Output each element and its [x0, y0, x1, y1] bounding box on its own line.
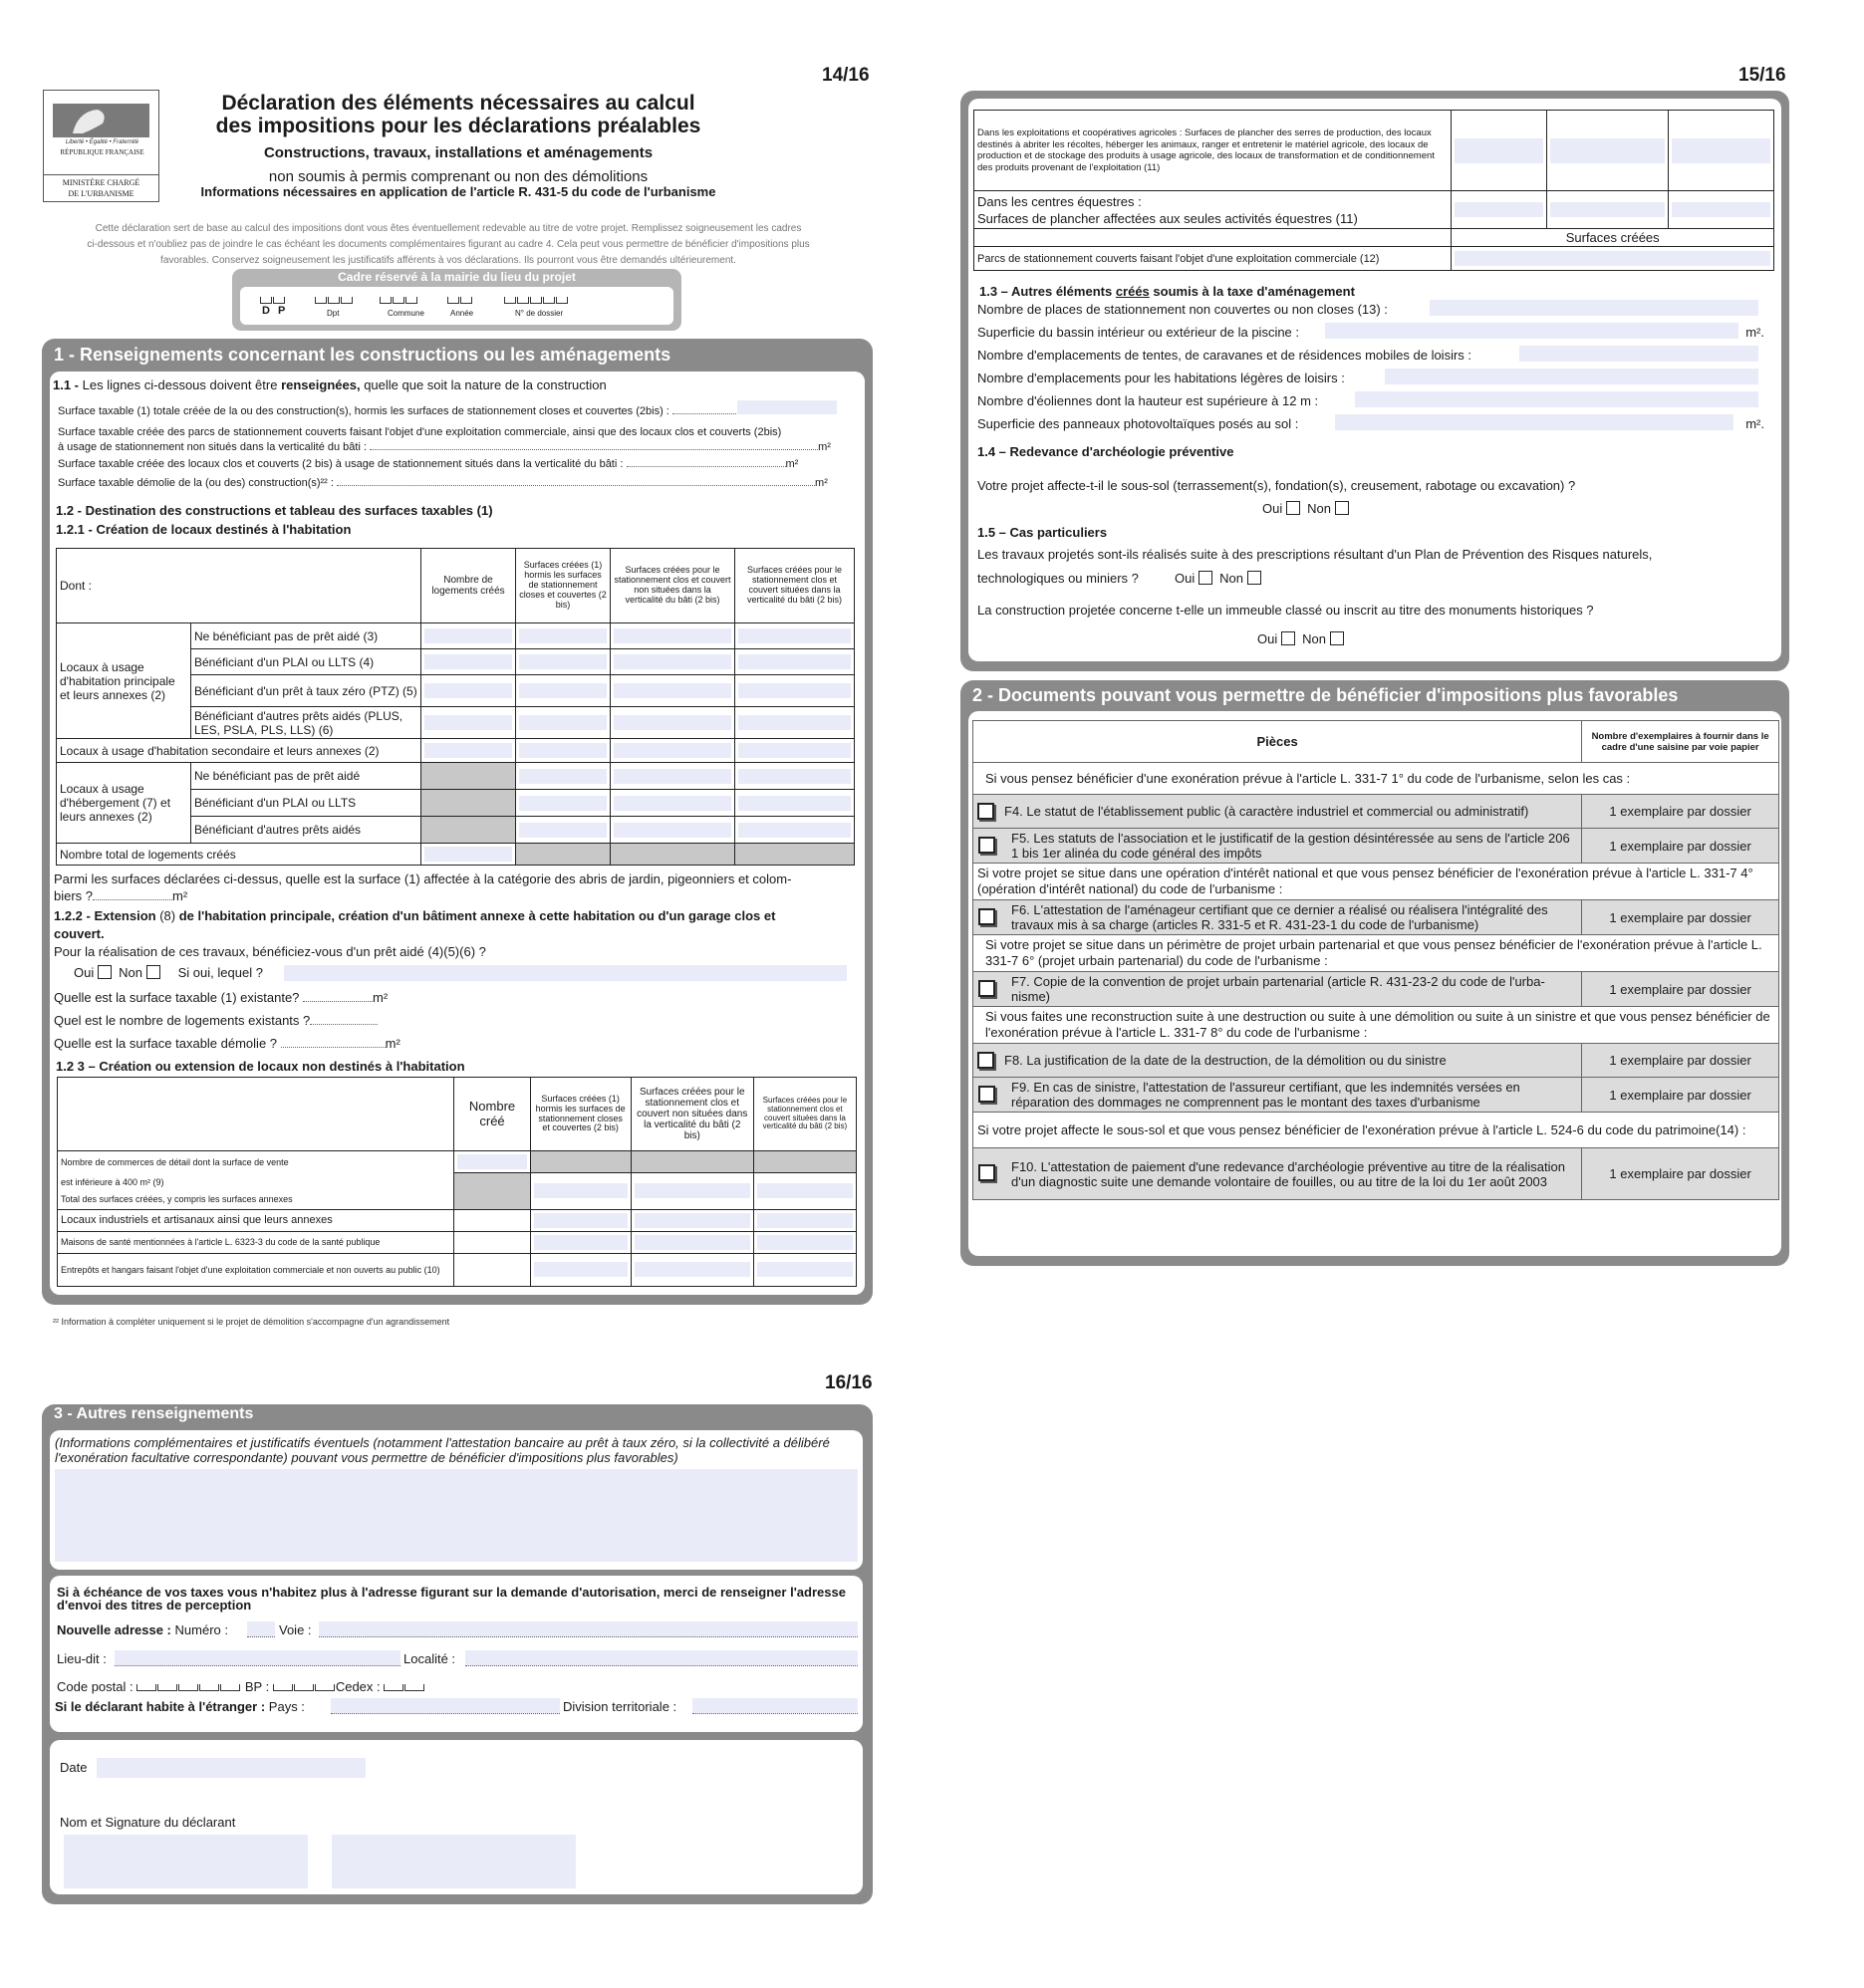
f6-checkbox[interactable] [978, 908, 995, 925]
info-text: (Informations complémentaires et justificatifs éventuels (notamment l'attestation bancaire au prêt à taux zéro, si la collectivité a délibéré l'exonération facultative correspondante) pouvant vous permettre de bénéficier d'impositions plus favorables) [55, 1435, 830, 1465]
gray-cell [516, 844, 611, 866]
cell-input[interactable] [516, 739, 611, 763]
f5-checkbox[interactable] [978, 837, 995, 854]
row-commerces-b [58, 1173, 454, 1210]
f5-label: F5. Les statuts de l'association et le justificatif de la gestion désintéressée au sens de l'article 206 1 bis 1er alinéa du code général des impôts [1011, 831, 1570, 861]
pays-label: Pays : [268, 1699, 305, 1714]
localite-input[interactable] [465, 1650, 858, 1666]
col-empty [58, 1078, 454, 1151]
p-label: P [278, 305, 286, 317]
abris-question [54, 870, 871, 904]
commune-label: Commune [388, 309, 424, 318]
l13-a: 1.3 – Autres éléments [979, 284, 1116, 299]
parcs-input[interactable] [1452, 247, 1774, 271]
cell-input[interactable] [454, 1151, 530, 1173]
intro-line-1: Cette déclaration sert de base au calcul des impositions dont vous êtes éventuellement redevable au titre de votre projet. Remplissez soigneusement les cadres [95, 223, 802, 234]
mairie-reserved-box [232, 269, 681, 331]
intro-line-3: favorables. Conservez soigneusement les justificatifs afférents à vos déclarations. Ils pourront vous être demandés ultérieurement. [160, 255, 736, 266]
l122-b: (8) [155, 908, 179, 923]
f8-exemplaires: 1 exemplaire par dossier [1582, 1044, 1779, 1078]
heading-1-2-3: 1.2 3 – Création ou extension de locaux non destinés à l'habitation [56, 1059, 465, 1074]
oui-label: Oui [74, 965, 95, 980]
lieudit-label: Lieu-dit : [57, 1651, 107, 1666]
cell-input[interactable] [611, 623, 735, 649]
photovoltaique-input[interactable] [1335, 414, 1733, 430]
intro-f7: Si votre projet se situe dans un périmètre de projet urbain partenarial et que vous pensez bénéficier de l'exonération prévue à l'article L. 331-7 6° (projet urbain partenarial) du code de l'urbanisme : [973, 935, 1779, 972]
doc-f9 [973, 1078, 1582, 1113]
subtitle-2: non soumis à permis comprenant ou non des démolitions [268, 168, 649, 185]
cell-input[interactable] [631, 1253, 753, 1286]
cell-input[interactable] [735, 623, 855, 649]
cp-boxes[interactable] [136, 1679, 241, 1694]
oui-label: Oui [1257, 631, 1278, 646]
logo-motto: Liberté • Égalité • Fraternité [65, 139, 139, 145]
surface-taxable-1-row [58, 405, 785, 417]
f8-checkbox[interactable] [977, 1052, 994, 1069]
dossier-boxes [504, 291, 569, 309]
col-surfaces: Surfaces créées (1) hormis les surfaces de stationnement closes et couvertes (2 bis) [530, 1078, 631, 1151]
surface-existante-row [54, 990, 388, 1005]
gray-cell [611, 844, 735, 866]
cell-input[interactable] [1547, 111, 1669, 191]
surface-taxable-3-row [58, 458, 798, 470]
title-line-1: Déclaration des éléments nécessaires au calcul [221, 92, 695, 115]
intro-f8-f9: Si vous faites une reconstruction suite à une destruction ou suite à une démolition ou suite à un sinistre et que vous pensez bénéficier de l'exonération prévue à l'article L. 331-7 8° du code de l'urbanisme : [973, 1007, 1779, 1044]
cell-input[interactable] [421, 707, 516, 739]
cell-input[interactable] [421, 739, 516, 763]
col-stat-vert: Surfaces créées pour le stationnement clos et couvert situées dans la verticalité du bâti (2 bis) [735, 549, 855, 623]
row-autres-prets: Bénéficiant d'autres prêts aidés (PLUS, LES, PSLA, PLS, LLS) (6) [191, 707, 421, 739]
row-total-logements: Nombre total de logements créés [57, 844, 421, 866]
footnote-22: ²² Information à compléter uniquement si le projet de démolition s'accompagne d'un agrandissement [53, 1317, 450, 1327]
l11-bold: renseignées, [281, 377, 361, 392]
non-label: Non [1307, 501, 1331, 516]
cell-input[interactable] [735, 790, 855, 817]
form-subtitle [169, 142, 747, 187]
bp-label: BP : [244, 1679, 270, 1694]
signature-input[interactable] [332, 1835, 576, 1888]
ppr-question-line-2 [977, 571, 1261, 586]
heading-1-2-1: 1.2.1 - Création de locaux destinés à l'habitation [56, 522, 352, 537]
non-label: Non [1302, 631, 1326, 646]
cell-input[interactable] [421, 649, 516, 675]
f10-checkbox[interactable] [978, 1164, 995, 1181]
oui-label: Oui [1175, 571, 1196, 586]
cell-input[interactable] [516, 623, 611, 649]
heading-1-2-2 [54, 907, 871, 943]
date-label: Date [60, 1760, 88, 1775]
archeo-question: Votre projet affecte-t-il le sous-sol (terrassement(s), fondation(s), creusement, rabotage ou excavation) ? [977, 478, 1576, 493]
voie-label: Voie : [279, 1622, 312, 1637]
gray-cell [454, 1173, 530, 1210]
gray-cell [530, 1151, 631, 1173]
doc-f6 [973, 900, 1582, 935]
col-stat-non-vert: Surfaces créées pour le stationnement clos et couvert non situées dans la verticalité du bâti (2 bis) [611, 549, 735, 623]
division-label: Division territoriale : [563, 1699, 677, 1714]
stationnement-input[interactable] [1430, 300, 1758, 316]
form-title [169, 92, 747, 137]
annee-boxes [447, 291, 473, 309]
m2-unit: m² [785, 458, 799, 470]
habitation-table [56, 548, 855, 866]
doc-f7 [973, 972, 1582, 1007]
row-plai: Bénéficiant d'un PLAI ou LLTS (4) [191, 649, 421, 675]
code-postal-row [57, 1679, 425, 1694]
logo-ministry-1: MINISTÈRE CHARGÉ [62, 178, 140, 187]
l13-b: créés [1115, 284, 1150, 299]
col-nb-logements: Nombre de logements créés [421, 549, 516, 623]
cell-input[interactable] [753, 1173, 856, 1210]
doc-f10 [973, 1148, 1582, 1200]
surfaces-creees-header: Surfaces créées [1452, 229, 1774, 247]
f7-exemplaires: 1 exemplaire par dossier [1582, 972, 1779, 1007]
col-pieces: Pièces [973, 721, 1582, 763]
l11-rest: quelle que soit la nature de la construction [360, 377, 607, 392]
agricole-table [973, 110, 1774, 271]
f4-checkbox[interactable] [977, 803, 994, 820]
cell-input[interactable] [516, 675, 611, 707]
f10-exemplaires: 1 exemplaire par dossier [1582, 1148, 1779, 1200]
gray-cell [421, 790, 516, 817]
cell-input[interactable] [516, 817, 611, 844]
row-heb-plai: Bénéficiant d'un PLAI ou LLTS [191, 790, 421, 817]
dpt-label: Dpt [327, 309, 340, 318]
cp-label: Code postal : [57, 1679, 133, 1694]
ppr-oui-checkbox[interactable] [1198, 571, 1212, 585]
cedex-label: Cedex : [335, 1679, 381, 1694]
equ-line-1: Dans les centres équestres : [977, 193, 1142, 209]
row-heb-sans-pret: Ne bénéficiant pas de prêt aidé [191, 763, 421, 790]
marianne-emblem-icon [53, 104, 149, 137]
numero-label: Numéro : [174, 1622, 228, 1637]
row-sans-pret: Ne bénéficiant pas de prêt aidé (3) [191, 623, 421, 649]
cell-input[interactable] [611, 649, 735, 675]
subtitle-3: Informations nécessaires en application de l'article R. 431-5 du code de l'urbanisme [200, 184, 716, 199]
cell-input[interactable] [735, 763, 855, 790]
row-equestre [974, 191, 1452, 229]
tentes-row: Nombre d'emplacements de tentes, de caravanes et de résidences mobiles de loisirs : [977, 348, 1472, 363]
abris-line-2: biers ? [54, 888, 94, 903]
annee-label: Année [450, 309, 474, 318]
cell-input[interactable] [753, 1209, 856, 1231]
bp-boxes[interactable] [273, 1679, 336, 1694]
archeo-non-checkbox[interactable] [1335, 501, 1349, 515]
page-number-14: 14/16 [822, 65, 870, 86]
ppr-question-line-1: Les travaux projetés sont-ils réalisés suite à des prescriptions résultant d'un Plan de Prévention des Risques naturels, [977, 547, 1653, 562]
cell-input[interactable] [611, 763, 735, 790]
commerces-line-3: Total des surfaces créées, y compris les surfaces annexes [61, 1193, 293, 1204]
line-1-1 [53, 377, 607, 392]
eoliennes-input[interactable] [1355, 391, 1758, 407]
col-nb-exemplaires: Nombre d'exemplaires à fournir dans le cadre d'une saisine par voie papier [1582, 721, 1779, 763]
cell-input[interactable] [516, 707, 611, 739]
subtitle-1: Constructions, travaux, installations et aménagements [263, 144, 654, 161]
row-entrepots: Entrepôts et hangars faisant l'objet d'une exploitation commerciale et non ouverts au public (10) [58, 1253, 454, 1286]
gray-cell [735, 844, 855, 866]
f5-exemplaires: 1 exemplaire par dossier [1582, 829, 1779, 864]
m2-unit: m² [815, 477, 828, 489]
section-1-title: 1 - Renseignements concernant les constructions ou les aménagements [54, 345, 671, 365]
cell-input[interactable] [530, 1209, 631, 1231]
l122-d: couvert. [54, 926, 105, 941]
cell-input[interactable] [735, 739, 855, 763]
st4-label: Surface taxable démolie de la (ou des) construction(s)²² : [58, 477, 334, 489]
commerces-line-2: est inférieure à 400 m² (9) [61, 1176, 164, 1187]
l122-c: de l'habitation principale, création d'un bâtiment annexe à cette habitation ou d'un garage clos et [178, 908, 776, 923]
row-heb-autres: Bénéficiant d'autres prêts aidés [191, 817, 421, 844]
m2-unit: m² [385, 1036, 400, 1051]
nouvelle-adresse-label: Nouvelle adresse : [57, 1622, 171, 1637]
cell-input[interactable] [753, 1231, 856, 1253]
gray-cell [753, 1151, 856, 1173]
non-label: Non [1219, 571, 1243, 586]
tentes-input[interactable] [1519, 346, 1758, 362]
f6-label: F6. L'attestation de l'aménageur certifiant que ce dernier a réalisé ou réalisera l'intégralité des travaux mis à sa charge (articles R. 331-5 et R. 431-23-1 du code de l'urbanisme) [1011, 902, 1548, 932]
mh-options [1257, 631, 1344, 646]
page-number-16: 16/16 [825, 1372, 873, 1393]
signature-label: Nom et Signature du déclarant [60, 1815, 236, 1830]
cell-input[interactable] [735, 707, 855, 739]
l122-a: 1.2.2 - Extension [54, 908, 156, 923]
row-agricole: Dans les exploitations et coopératives agricoles : Surfaces de plancher des serres de production, des locaux destinés à abriter les récoltes, héberger les animaux, ranger et entretenir le matériel agricole, des locaux de production et de stockage des produits à usage agricole, des locaux de transformation et de conditionnement des produits provenant de l'exploitation (11) [974, 111, 1452, 191]
lequel-label: Si oui, lequel ? [177, 965, 263, 980]
col-stat-non-vert: Surfaces créées pour le stationnement clos et couvert non situées dans la verticalité du bâti (2 bis) [631, 1078, 753, 1151]
cell-input[interactable] [516, 763, 611, 790]
cell-input[interactable] [1547, 191, 1669, 229]
dpt-boxes [315, 291, 354, 309]
pret-lequel-input[interactable] [284, 965, 847, 981]
f7-label: F7. Copie de la convention de projet urbain partenarial (article R. 431-23-2 du code de l'urba-nisme) [1011, 974, 1545, 1004]
f10-label: F10. L'attestation de paiement d'une redevance d'archéologie préventive au titre de la réalisation d'un diagnostic suite une demande volontaire de fouilles, ou au titre de la loi du 1er août 2003 [1011, 1158, 1565, 1189]
row-ptz: Bénéficiant d'un prêt à taux zéro (PTZ) (5) [191, 675, 421, 707]
localite-label: Localité : [403, 1651, 456, 1666]
m2-unit: m² [818, 441, 831, 453]
republique-francaise-logo [43, 90, 159, 202]
cell-input[interactable] [1452, 191, 1547, 229]
f4-exemplaires: 1 exemplaire par dossier [1582, 795, 1779, 829]
cell-input[interactable] [421, 675, 516, 707]
title-line-2: des impositions pour les déclarations préalables [215, 115, 701, 137]
row-maisons-sante: Maisons de santé mentionnées à l'article L. 6323-3 du code de la santé publique [58, 1231, 454, 1253]
intro-f10: Si votre projet affecte le sous-sol et que vous pensez bénéficier de l'exonération prévue à l'article L. 524-6 du code du patrimoine(14) : [973, 1113, 1779, 1148]
surface-taxable-2-row [58, 425, 855, 455]
hll-row: Nombre d'emplacements pour les habitations légères de loisirs : [977, 371, 1345, 385]
cell-input[interactable] [421, 623, 516, 649]
st3-label: Surface taxable créée des locaux clos et couverts (2 bis) à usage de stationnement situés dans la verticalité du bâti : [58, 458, 624, 470]
gray-cell [421, 763, 516, 790]
doc-f4 [973, 795, 1582, 829]
st1-input[interactable] [737, 400, 837, 414]
nouvelle-adresse-row [57, 1622, 228, 1637]
pret-question: Pour la réalisation de ces travaux, bénéficiez-vous d'un prêt aidé (4)(5)(6) ? [54, 944, 486, 959]
lieudit-input[interactable] [115, 1650, 400, 1666]
l11-num: 1.1 - [53, 377, 83, 392]
hll-input[interactable] [1385, 369, 1758, 384]
m2-unit: m² [172, 888, 188, 903]
pret-non-checkbox[interactable] [146, 965, 160, 979]
cell-input[interactable] [611, 675, 735, 707]
intro-f4-f5: Si vous pensez bénéficier d'une exonération prévue à l'article L. 331-7 1° du code de l'urbanisme, selon les cas : [973, 763, 1779, 795]
page-number-15: 15/16 [1738, 65, 1786, 86]
section-3-title: 3 - Autres renseignements [54, 1405, 254, 1422]
l11-text: Les lignes ci-dessous doivent être [82, 377, 282, 392]
address-intro: Si à échéance de vos taxes vous n'habitez plus à l'adresse figurant sur la demande d'autorisation, merci de renseigner l'adresse d'envoi des titres de perception [57, 1585, 846, 1613]
documents-table [972, 720, 1779, 1200]
cell-input[interactable] [516, 790, 611, 817]
f9-label: F9. En cas de sinistre, l'attestation de l'assureur certifiant, que les indemnités versées en réparation des dommages ne comprennent pas le montant des taxes d'urbanisme [1011, 1080, 1520, 1110]
col-stat-vert: Surfaces créées pour le stationnement clos et couvert situées dans la verticalité du bâti (2 bis) [753, 1078, 856, 1151]
pays-input[interactable] [331, 1698, 560, 1714]
voie-input[interactable] [319, 1621, 858, 1637]
gray-cell [631, 1151, 753, 1173]
cell-input[interactable] [611, 707, 735, 739]
col-surfaces: Surfaces créées (1) hormis les surfaces de stationnement closes et couvertes (2 bis) [516, 549, 611, 623]
cell-input[interactable] [1669, 111, 1774, 191]
st2-label-b: à usage de stationnement non situés dans la verticalité du bâti : [58, 441, 368, 453]
logo-ministry-2: DE L'URBANISME [68, 189, 134, 198]
l13-c: soumis à la taxe d'aménagement [1149, 284, 1355, 299]
ppr-line-2-text: technologiques ou miniers ? [977, 571, 1139, 586]
cell-input[interactable] [530, 1253, 631, 1286]
f6-exemplaires: 1 exemplaire par dossier [1582, 900, 1779, 935]
q2-label: Quel est le nombre de logements existants ? [54, 1013, 311, 1028]
group-habitation-principale: Locaux à usage d'habitation principale et leurs annexes (2) [57, 623, 191, 739]
gray-cell [421, 817, 516, 844]
pret-oui-checkbox[interactable] [98, 965, 112, 979]
m2-unit: m². [1745, 416, 1764, 431]
cell-input[interactable] [1452, 111, 1547, 191]
surface-demolie-row [54, 1036, 400, 1051]
f7-checkbox[interactable] [978, 980, 995, 997]
cell-input[interactable] [753, 1253, 856, 1286]
commune-boxes [380, 291, 418, 309]
a1-label: Nombre de places de stationnement non couvertes ou non closes (13) : [977, 302, 1388, 317]
cell-input[interactable] [611, 817, 735, 844]
f4-label: F4. Le statut de l'établissement public (à caractère industriel et commercial ou administratif) [1004, 804, 1529, 819]
archeo-options [1262, 501, 1349, 516]
q1-label: Quelle est la surface taxable (1) existante? [54, 990, 300, 1005]
heading-1-3 [979, 284, 1355, 299]
f8-label: F8. La justification de la date de la destruction, de la démolition ou du sinistre [1004, 1053, 1447, 1068]
intro-text [40, 221, 857, 269]
cell-input[interactable] [530, 1231, 631, 1253]
f9-checkbox[interactable] [978, 1086, 995, 1103]
m2-unit: m² [373, 990, 389, 1005]
cell-input[interactable] [421, 844, 516, 866]
st1-label: Surface taxable (1) totale créée de la ou des construction(s), hormis les surfaces de stationnement closes et couvertes (2bis) : [58, 405, 669, 417]
doc-f5 [973, 829, 1582, 864]
cedex-boxes[interactable] [384, 1679, 425, 1694]
row-industriels: Locaux industriels et artisanaux ainsi que leurs annexes [58, 1209, 454, 1231]
mh-non-checkbox[interactable] [1330, 631, 1344, 645]
piscine-input[interactable] [1325, 323, 1738, 339]
row-habitation-secondaire: Locaux à usage d'habitation secondaire et leurs annexes (2) [57, 739, 421, 763]
oui-label: Oui [1262, 501, 1283, 516]
division-input[interactable] [692, 1698, 858, 1714]
cell-input[interactable] [735, 675, 855, 707]
equ-line-2: Surfaces de plancher affectées aux seules activités équestres (11) [977, 210, 1358, 226]
m2-unit: m². [1745, 325, 1764, 340]
non-habitation-table [57, 1077, 857, 1287]
cell-input[interactable] [516, 649, 611, 675]
logo-republic: RÉPUBLIQUE FRANÇAISE [60, 148, 144, 156]
group-hebergement: Locaux à usage d'hébergement (7) et leurs annexes (2) [57, 763, 191, 844]
d-label: D [262, 305, 270, 317]
mh-oui-checkbox[interactable] [1281, 631, 1295, 645]
q3-label: Quelle est la surface taxable démolie ? [54, 1036, 278, 1051]
dossier-label: N° de dossier [515, 309, 564, 318]
mh-question: La construction projetée concerne t-elle un immeuble classé ou inscrit au titre des monuments historiques ? [977, 603, 1594, 618]
abris-line-1: Parmi les surfaces déclarées ci-dessus, quelle est la surface (1) affectée à la catégorie des abris de jardin, pigeonniers et colom- [54, 871, 792, 886]
cell-input[interactable] [735, 817, 855, 844]
row-commerces: Nombre de commerces de détail dont la surface de vente [58, 1151, 454, 1173]
date-input[interactable] [97, 1758, 366, 1778]
other-info-textarea[interactable] [55, 1469, 858, 1562]
etranger-label: Si le déclarant habite à l'étranger : [55, 1699, 266, 1714]
a6-label: Superficie des panneaux photovoltaïques posés au sol : [977, 416, 1299, 431]
nom-input[interactable] [64, 1835, 308, 1888]
cell-input[interactable] [631, 1231, 753, 1253]
doc-f8 [973, 1044, 1582, 1078]
cell-input[interactable] [631, 1173, 753, 1210]
a2-label: Superficie du bassin intérieur ou extérieur de la piscine : [977, 325, 1300, 340]
col-dont: Dont : [57, 549, 421, 623]
intro-f6: Si votre projet se situe dans une opération d'intérêt national et que vous pensez bénéficier de l'exonération prévue à l'article L. 331-7 4° (opération d'intérêt national) du code de l'urbanisme : [973, 864, 1779, 900]
intro-line-2: ci-dessous et n'oubliez pas de joindre le cas échéant les documents complémentaires figurant au cadre 4. Cela peut vous permettre de bénéficier d'impositions plus [87, 239, 810, 250]
ppr-non-checkbox[interactable] [1247, 571, 1261, 585]
row-parcs: Parcs de stationnement couverts faisant l'objet d'une exploitation commerciale (12) [974, 247, 1452, 271]
logements-existants-row [54, 1013, 378, 1028]
heading-1-5: 1.5 – Cas particuliers [977, 525, 1108, 540]
eoliennes-row: Nombre d'éoliennes dont la hauteur est supérieure à 12 m : [977, 393, 1319, 408]
surface-taxable-4-row [58, 477, 828, 489]
cell-input[interactable] [611, 739, 735, 763]
cell-input[interactable] [735, 649, 855, 675]
pret-options [74, 965, 263, 980]
non-label: Non [119, 965, 142, 980]
section-2-title: 2 - Documents pouvant vous permettre de bénéficier d'impositions plus favorables [972, 685, 1679, 705]
f9-exemplaires: 1 exemplaire par dossier [1582, 1078, 1779, 1113]
cell-input[interactable] [1669, 191, 1774, 229]
cell-input[interactable] [530, 1173, 631, 1210]
heading-1-4: 1.4 – Redevance d'archéologie préventive [977, 444, 1234, 459]
st2-label-a: Surface taxable créée des parcs de stationnement couverts faisant l'objet d'une exploitation commerciale, ainsi que des locaux clos et couverts (2bis) [58, 426, 782, 438]
archeo-oui-checkbox[interactable] [1286, 501, 1300, 515]
cell-input[interactable] [631, 1209, 753, 1231]
stationnement-row [977, 302, 1388, 317]
cell-input[interactable] [611, 790, 735, 817]
col-nombre-cree: Nombre créé [454, 1078, 530, 1151]
heading-1-2: 1.2 - Destination des constructions et tableau des surfaces taxables (1) [56, 503, 493, 518]
etranger-row [55, 1699, 305, 1714]
numero-input[interactable] [247, 1621, 275, 1637]
mairie-box-title: Cadre réservé à la mairie du lieu du projet [338, 270, 576, 284]
